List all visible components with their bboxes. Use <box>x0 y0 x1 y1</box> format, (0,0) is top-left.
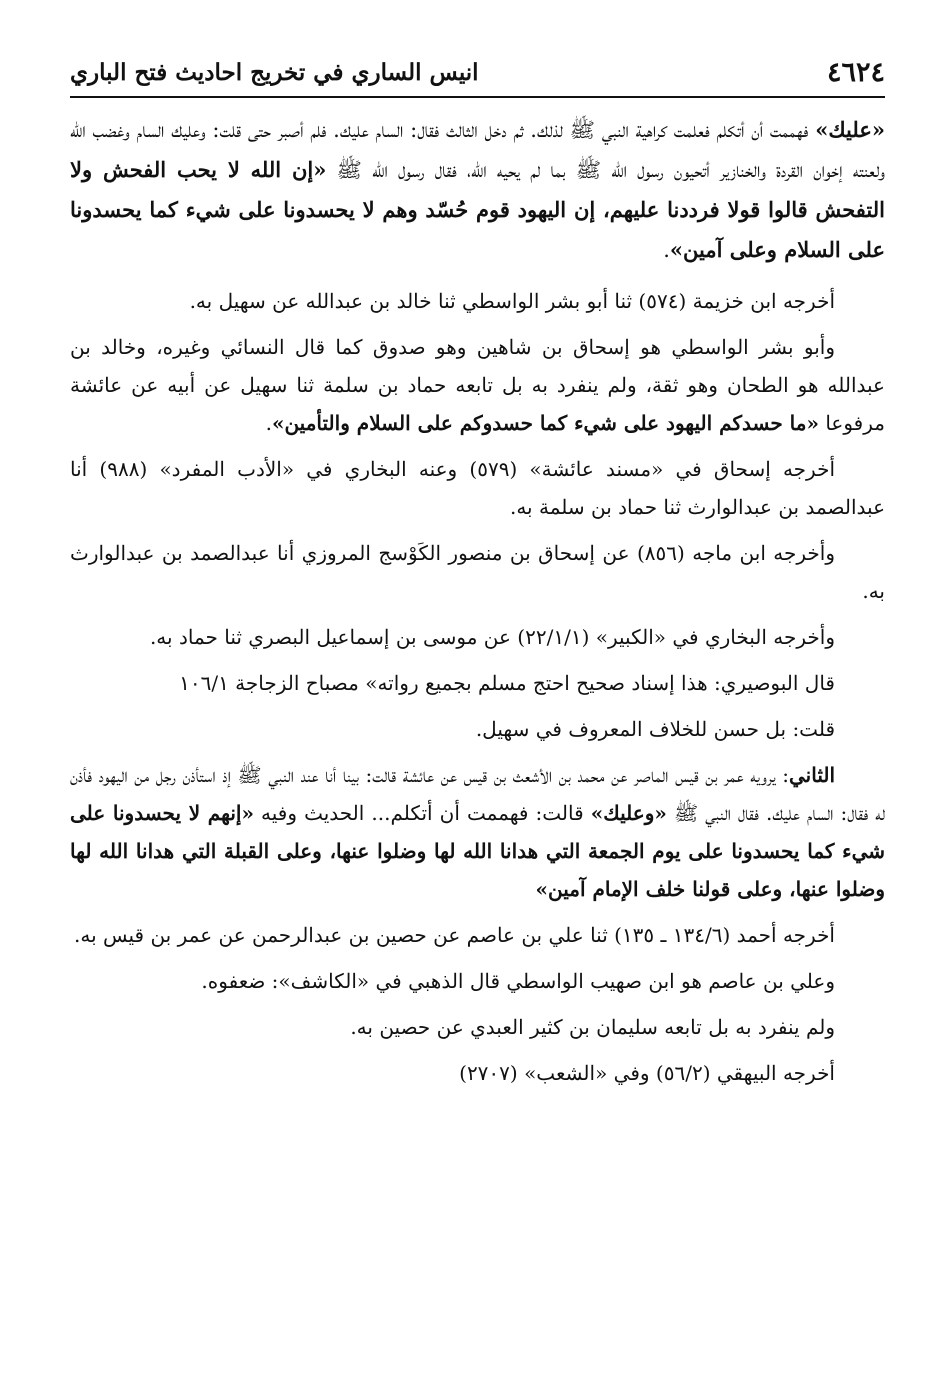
page-header <box>70 52 885 92</box>
text-segment: أخرجه أحمد (١٣٤/٦ ـ ١٣٥) ثنا علي بن عاصم عن حصين بن عبدالرحمن عن عمر بن قيس به. <box>74 923 835 947</box>
paragraph <box>70 618 885 656</box>
page-number: ٤٦٢٤ <box>826 56 885 88</box>
text-segment: قالت: فهممت أن أتكلم... الحديث وفيه <box>253 801 591 825</box>
text-segment: فهممت أن أتكلم فعلمت كراهية النبي ﷺ لذلك. ثم دخل الثالث فقال: السام عليك. فلم أصبر حتى قلت: وعليك السام وغضب الله ولعنته إخوان القردة والخنازير أتحيون رسول الله ﷺ بما لم يحيه الله، فقال رسول الله ﷺ <box>70 118 885 182</box>
text-segment: قال البوصيري: هذا إسناد صحيح احتج مسلم بجميع رواته» مصباح الزجاجة ١٠٦/١ <box>179 671 835 695</box>
paragraph <box>70 450 885 526</box>
paragraph <box>70 710 885 748</box>
header-divider <box>70 96 885 98</box>
bold-text-segment: «إنهم لا يحسدونا على شيء كما يحسدونا على يوم الجمعة التي هدانا الله لها وضلوا عنها، وعلى القبلة التي هدانا الله لها وضلوا عنها، وعلى قولنا خلف الإمام آمين» <box>70 801 885 901</box>
text-segment: . <box>265 411 272 435</box>
paragraph <box>70 1054 885 1092</box>
paragraph <box>70 664 885 702</box>
text-segment: قلت: بل حسن للخلاف المعروف في سهيل. <box>475 717 835 741</box>
text-segment: وأبو بشر الواسطي هو إسحاق بن شاهين وهو صدوق كما قال النسائي وغيره، وخالد بن عبدالله هو الطحان وهو ثقة، ولم ينفرد به بل تابعه حماد بن سلمة ثنا سهيل عن أبيه عن عائشة مرفوعا <box>70 335 885 435</box>
bold-text-segment: «عليك» <box>815 117 885 142</box>
text-segment: وأخرجه البخاري في «الكبير» (٢٢/١/١) عن موسى بن إسماعيل البصري ثنا حماد به. <box>149 625 835 649</box>
bold-text-segment: الثاني <box>788 763 835 787</box>
bold-text-segment: «وعليك» <box>590 801 667 825</box>
text-segment: أخرجه البيهقي (٥٦/٢) وفي «الشعب» (٢٧٠٧) <box>459 1061 835 1085</box>
text-segment: أخرجه إسحاق في «مسند عائشة» (٥٧٩) وعنه البخاري في «الأدب المفرد» (٩٨٨) أنا عبدالصمد بن عبدالوارث ثنا حماد بن سلمة به. <box>70 457 885 519</box>
text-segment: : يرويه عمر بن قيس الماصر عن محمد بن الأشعث بن قيس عن عائشة قالت: بينا أنا عند النبي ﷺ إذ استأذن رجل من اليهود فأذن له فقال: السام عليك. فقال النبي ﷺ <box>70 763 886 825</box>
text-segment: وعلي بن عاصم هو ابن صهيب الواسطي قال الذهبي في «الكاشف»: ضعفوه. <box>201 969 835 993</box>
paragraph <box>70 1008 885 1046</box>
page-body <box>70 110 885 1100</box>
paragraph <box>70 328 885 442</box>
paragraph <box>70 534 885 610</box>
bold-text-segment: «إن الله لا يحب الفحش ولا التفحش قالوا قولا فرددنا عليهم، إن اليهود قوم حُسّد وهم لا يحسدونا على شيء كما يحسدونا على السلام وعلى آمين» <box>70 157 885 262</box>
paragraph <box>70 110 885 270</box>
paragraph <box>70 756 885 908</box>
text-segment: أخرجه ابن خزيمة (٥٧٤) ثنا أبو بشر الواسطي ثنا خالد بن عبدالله عن سهيل به. <box>189 289 835 313</box>
running-title: انيس الساري في تخريج احاديث فتح الباري <box>70 58 479 86</box>
text-segment: ولم ينفرد به بل تابعه سليمان بن كثير العبدي عن حصين به. <box>350 1015 835 1039</box>
paragraph <box>70 282 885 320</box>
paragraph <box>70 962 885 1000</box>
text-segment: . <box>663 238 670 262</box>
text-segment: وأخرجه ابن ماجه (٨٥٦) عن إسحاق بن منصور الكَوْسج المروزي أنا عبدالصمد بن عبدالوارث به. <box>70 541 885 603</box>
paragraph <box>70 916 885 954</box>
bold-text-segment: «ما حسدكم اليهود على شيء كما حسدوكم على السلام والتأمين» <box>271 411 819 435</box>
